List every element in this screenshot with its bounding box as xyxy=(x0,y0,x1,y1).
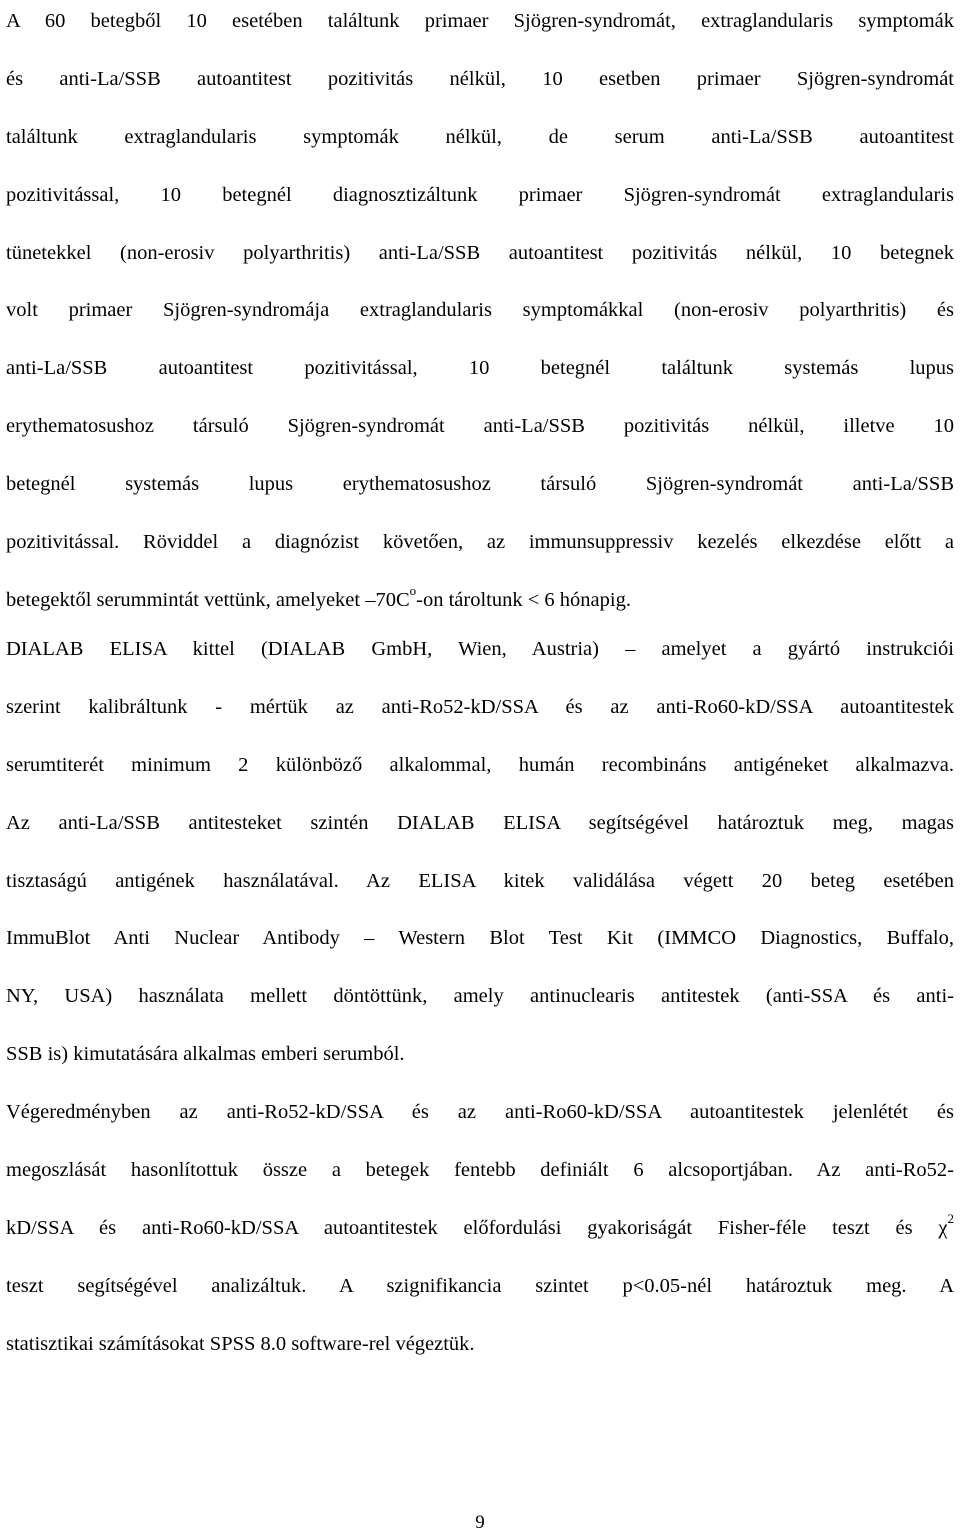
text-fragment: -on tároltunk < 6 hónapig. xyxy=(416,588,631,611)
text-line: erythematosushoz társuló Sjögren-syndromát anti-La/SSB pozitivitás nélkül, illetve 10 xyxy=(6,415,954,438)
text-line: pozitivitással, 10 betegnél diagnosztizáltunk primaer Sjögren-syndromát extraglandularis xyxy=(6,183,954,206)
text-line: pozitivitással. Röviddel a diagnózist követően, az immunsuppressiv kezelés elkezdése előtt a xyxy=(6,531,954,554)
chi-square-superscript: 2 xyxy=(947,1210,954,1226)
text-line: és anti-La/SSB autoantitest pozitivitás nélkül, 10 esetben primaer Sjögren-syndromát xyxy=(6,67,954,90)
text-line: Az anti-La/SSB antitesteket szintén DIALAB ELISA segítségével határoztuk meg, magas xyxy=(6,811,954,834)
text-line: NY, USA) használata mellett döntöttünk, amely antinuclearis antitestek (anti-SSA és anti- xyxy=(6,985,954,1008)
paragraph-patient-groups xyxy=(6,0,954,630)
text-line: tünetekkel (non-erosiv polyarthritis) anti-La/SSB autoantitest pozitivitás nélkül, 10 betegnek xyxy=(6,241,954,264)
text-line: A 60 betegből 10 esetében találtunk primaer Sjögren-syndromát, extraglandularis symptomák xyxy=(6,10,954,32)
text-line: találtunk extraglandularis symptomák nélkül, de serum anti-La/SSB autoantitest xyxy=(6,125,954,148)
text-line: szerint kalibráltunk - mértük az anti-Ro52-kD/SSA és az anti-Ro60-kD/SSA autoantitestek xyxy=(6,695,954,718)
text-line: teszt segítségével analizáltuk. A szignifikancia szintet p<0.05-nél határoztuk meg. A xyxy=(6,1274,954,1297)
paragraph-elisa-method xyxy=(6,621,954,1084)
text-line: ImmuBlot Anti Nuclear Antibody – Western Blot Test Kit (IMMCO Diagnostics, Buffalo, xyxy=(6,927,954,950)
text-line: megoszlását hasonlítottuk össze a betegek fentebb definiált 6 alcsoportjában. Az anti-Ro52- xyxy=(6,1158,954,1181)
text-fragment: kD/SSA és anti-Ro60-kD/SSA autoantitestek előfordulási gyakoriságát Fisher-féle teszt és χ xyxy=(6,1216,948,1239)
text-line: serumtiterét minimum 2 különböző alkalommal, humán recombináns antigéneket alkalmazva. xyxy=(6,753,954,776)
text-line xyxy=(6,1200,954,1258)
text-line: Végeredményben az anti-Ro52-kD/SSA és az anti-Ro60-kD/SSA autoantitestek jelenlétét és xyxy=(6,1101,954,1123)
text-line: anti-La/SSB autoantitest pozitivitással, 10 betegnél találtunk systemás lupus xyxy=(6,357,954,380)
page-number: 9 xyxy=(475,1512,485,1533)
text-line-last: SSB is) kimutatására alkalmas emberi serumból. xyxy=(6,1043,405,1066)
paragraph-statistics xyxy=(6,1084,954,1373)
text-line: tisztaságú antigének használatával. Az ELISA kitek validálása végett 20 beteg esetében xyxy=(6,869,954,892)
text-fragment: betegektől serummintát vettünk, amelyeket –70C xyxy=(6,588,410,611)
text-line: volt primaer Sjögren-syndromája extraglandularis symptomákkal (non-erosiv polyarthritis) és xyxy=(6,299,954,322)
degree-superscript: o xyxy=(409,583,417,599)
text-line: DIALAB ELISA kittel (DIALAB GmbH, Wien, Austria) – amelyet a gyártó instrukciói xyxy=(6,638,954,660)
text-line-last: statisztikai számításokat SPSS 8.0 software-rel végeztük. xyxy=(6,1332,475,1355)
text-line: betegnél systemás lupus erythematosushoz társuló Sjögren-syndromát anti-La/SSB xyxy=(6,473,954,496)
